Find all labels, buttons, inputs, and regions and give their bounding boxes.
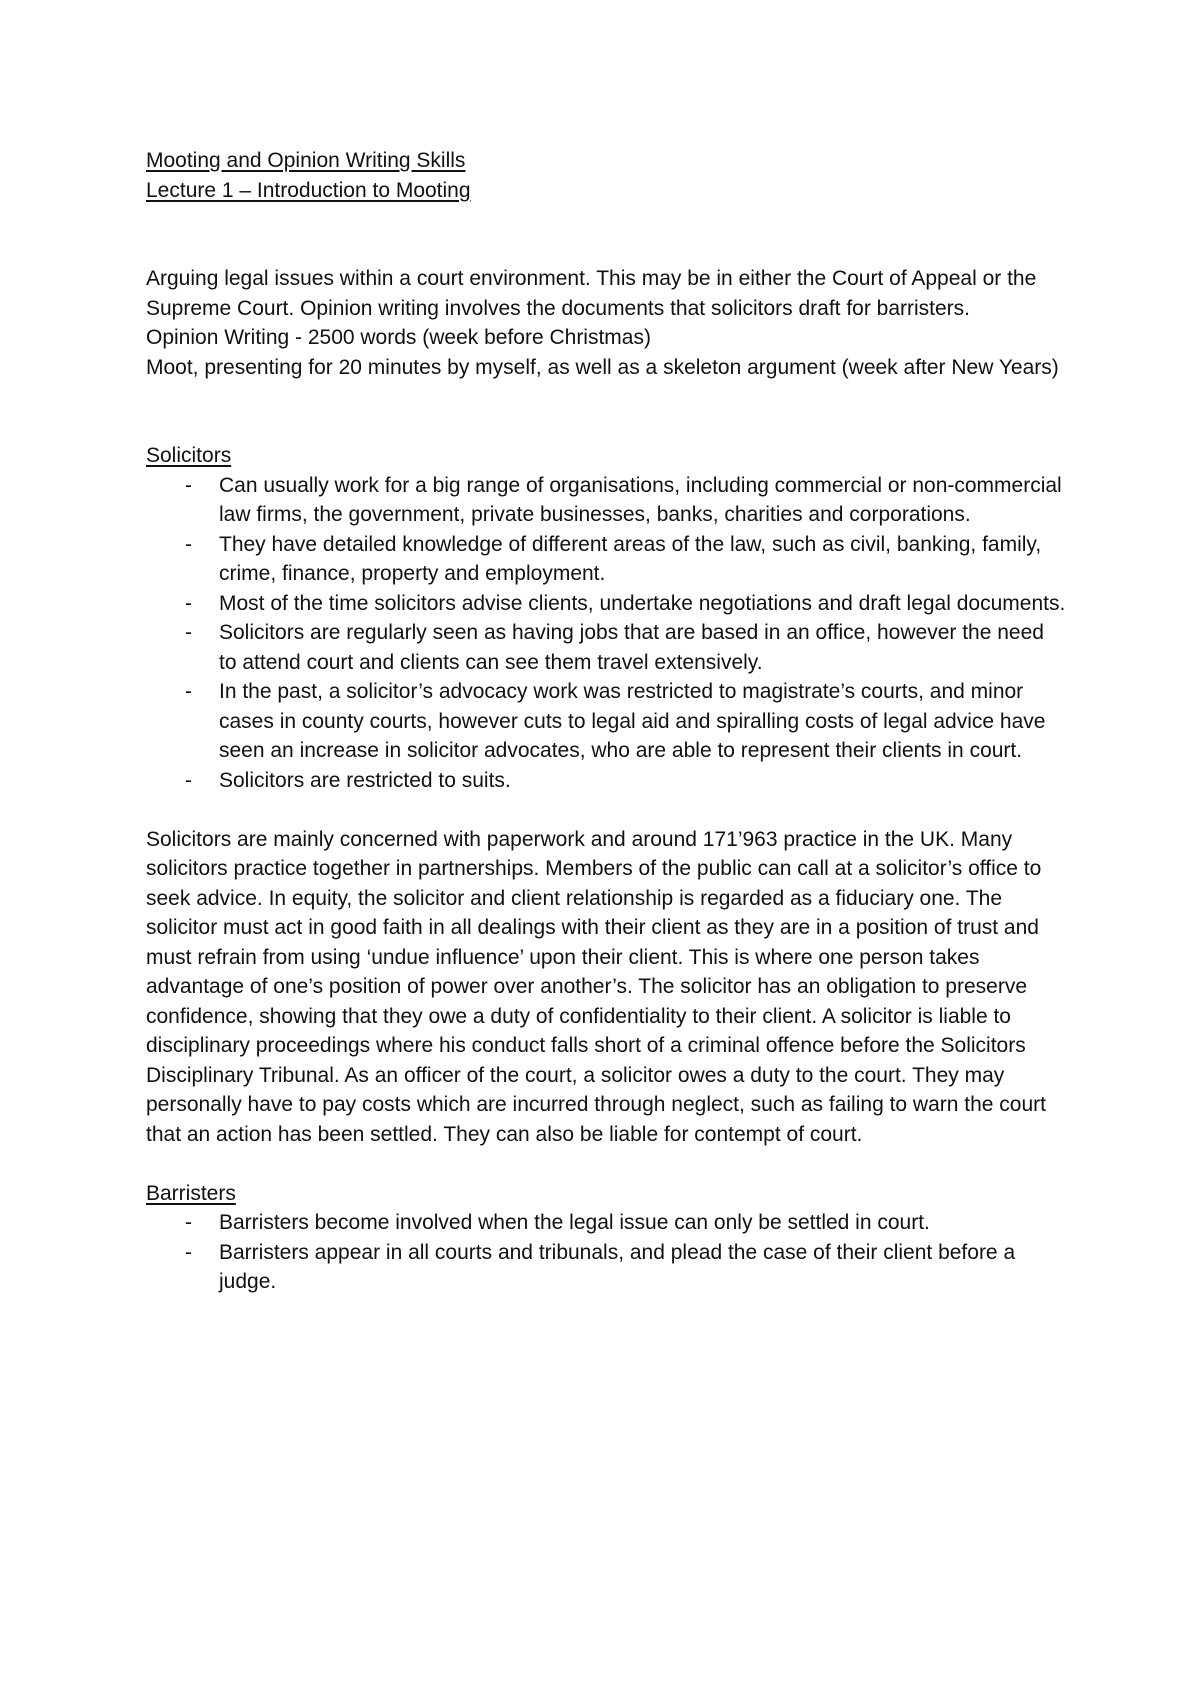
- list-item: [146, 1208, 1066, 1238]
- spacer: [146, 1149, 1066, 1179]
- document-title: Mooting and Opinion Writing Skills: [146, 149, 466, 172]
- list-item: [146, 766, 1066, 796]
- document-page: [146, 146, 1066, 1297]
- list-item-text: Barristers become involved when the legal issue can only be settled in court.: [219, 1211, 930, 1234]
- solicitors-list: [146, 471, 1066, 796]
- list-item: [146, 471, 1066, 530]
- dash-bullet: -: [185, 768, 192, 792]
- dash-bullet: -: [185, 621, 192, 644]
- dash-bullet: -: [185, 1211, 192, 1234]
- list-item: [146, 1238, 1066, 1297]
- spacer: [146, 205, 1066, 264]
- dash-bullet: -: [185, 591, 192, 615]
- spacer: [146, 795, 1066, 825]
- dash-bullet: -: [185, 1240, 192, 1264]
- opinion-writing-note: Opinion Writing - 2500 words (week before Christmas): [146, 326, 651, 349]
- solicitors-heading: Solicitors: [146, 444, 232, 467]
- lecture-subtitle: Lecture 1 – Introduction to Mooting: [146, 178, 471, 202]
- dash-bullet: -: [185, 532, 192, 556]
- spacer: [146, 382, 1066, 441]
- dash-bullet: -: [185, 473, 192, 497]
- list-item: [146, 589, 1066, 619]
- barristers-list: [146, 1208, 1066, 1297]
- list-item-text: In the past, a solicitor’s advocacy work was restricted to magistrate’s courts, and minor cases in county courts, however cuts to legal aid and spiralling costs of legal advice have seen an increase in solicitor advocates, who are able to represent their clients in court.: [219, 680, 1046, 762]
- intro-paragraph: Arguing legal issues within a court environment. This may be in either the Court of Appeal or the Supreme Court. Opinion writing involves the documents that solicitors draft for barristers.: [146, 267, 1037, 320]
- list-item: [146, 677, 1066, 766]
- list-item-text: Solicitors are regularly seen as having jobs that are based in an office, however the need to attend court and clients can see them travel extensively.: [219, 621, 1044, 674]
- moot-note: Moot, presenting for 20 minutes by myself, as well as a skeleton argument (week after New Years): [146, 355, 1059, 379]
- list-item-text: Most of the time solicitors advise clients, undertake negotiations and draft legal documents.: [219, 591, 1066, 615]
- list-item-text: Barristers appear in all courts and tribunals, and plead the case of their client before a judge.: [219, 1240, 1016, 1293]
- solicitors-paragraph: Solicitors are mainly concerned with paperwork and around 171’963 practice in the UK. Many solicitors practice together in partnerships. Members of the public can call at a solicitor’s office to seek advice. In equity, the solicitor and client relationship is regarded as a fiduciary one. The solicitor must act in good faith in all dealings with their client as they are in a position of trust and must refrain from using ‘undue influence’ upon their client. This is where one person takes advantage of one’s position of power over another’s. The solicitor has an obligation to preserve confidence, showing that they owe a duty of confidentiality to their client. A solicitor is liable to disciplinary proceedings where his conduct falls short of a criminal offence before the Solicitors Disciplinary Tribunal. As an officer of the court, a solicitor owes a duty to the court. They may personally have to pay costs which are incurred through neglect, such as failing to warn the court that an action has been settled. They can also be liable for contempt of court.: [146, 827, 1046, 1146]
- barristers-heading: Barristers: [146, 1181, 236, 1205]
- list-item-text: They have detailed knowledge of different areas of the law, such as civil, banking, family, crime, finance, property and employment.: [219, 532, 1042, 585]
- list-item-text: Can usually work for a big range of organisations, including commercial or non-commercial law firms, the government, private businesses, banks, charities and corporations.: [219, 473, 1062, 526]
- list-item-text: Solicitors are restricted to suits.: [219, 768, 511, 792]
- list-item: [146, 618, 1066, 677]
- dash-bullet: -: [185, 680, 192, 703]
- list-item: [146, 530, 1066, 589]
